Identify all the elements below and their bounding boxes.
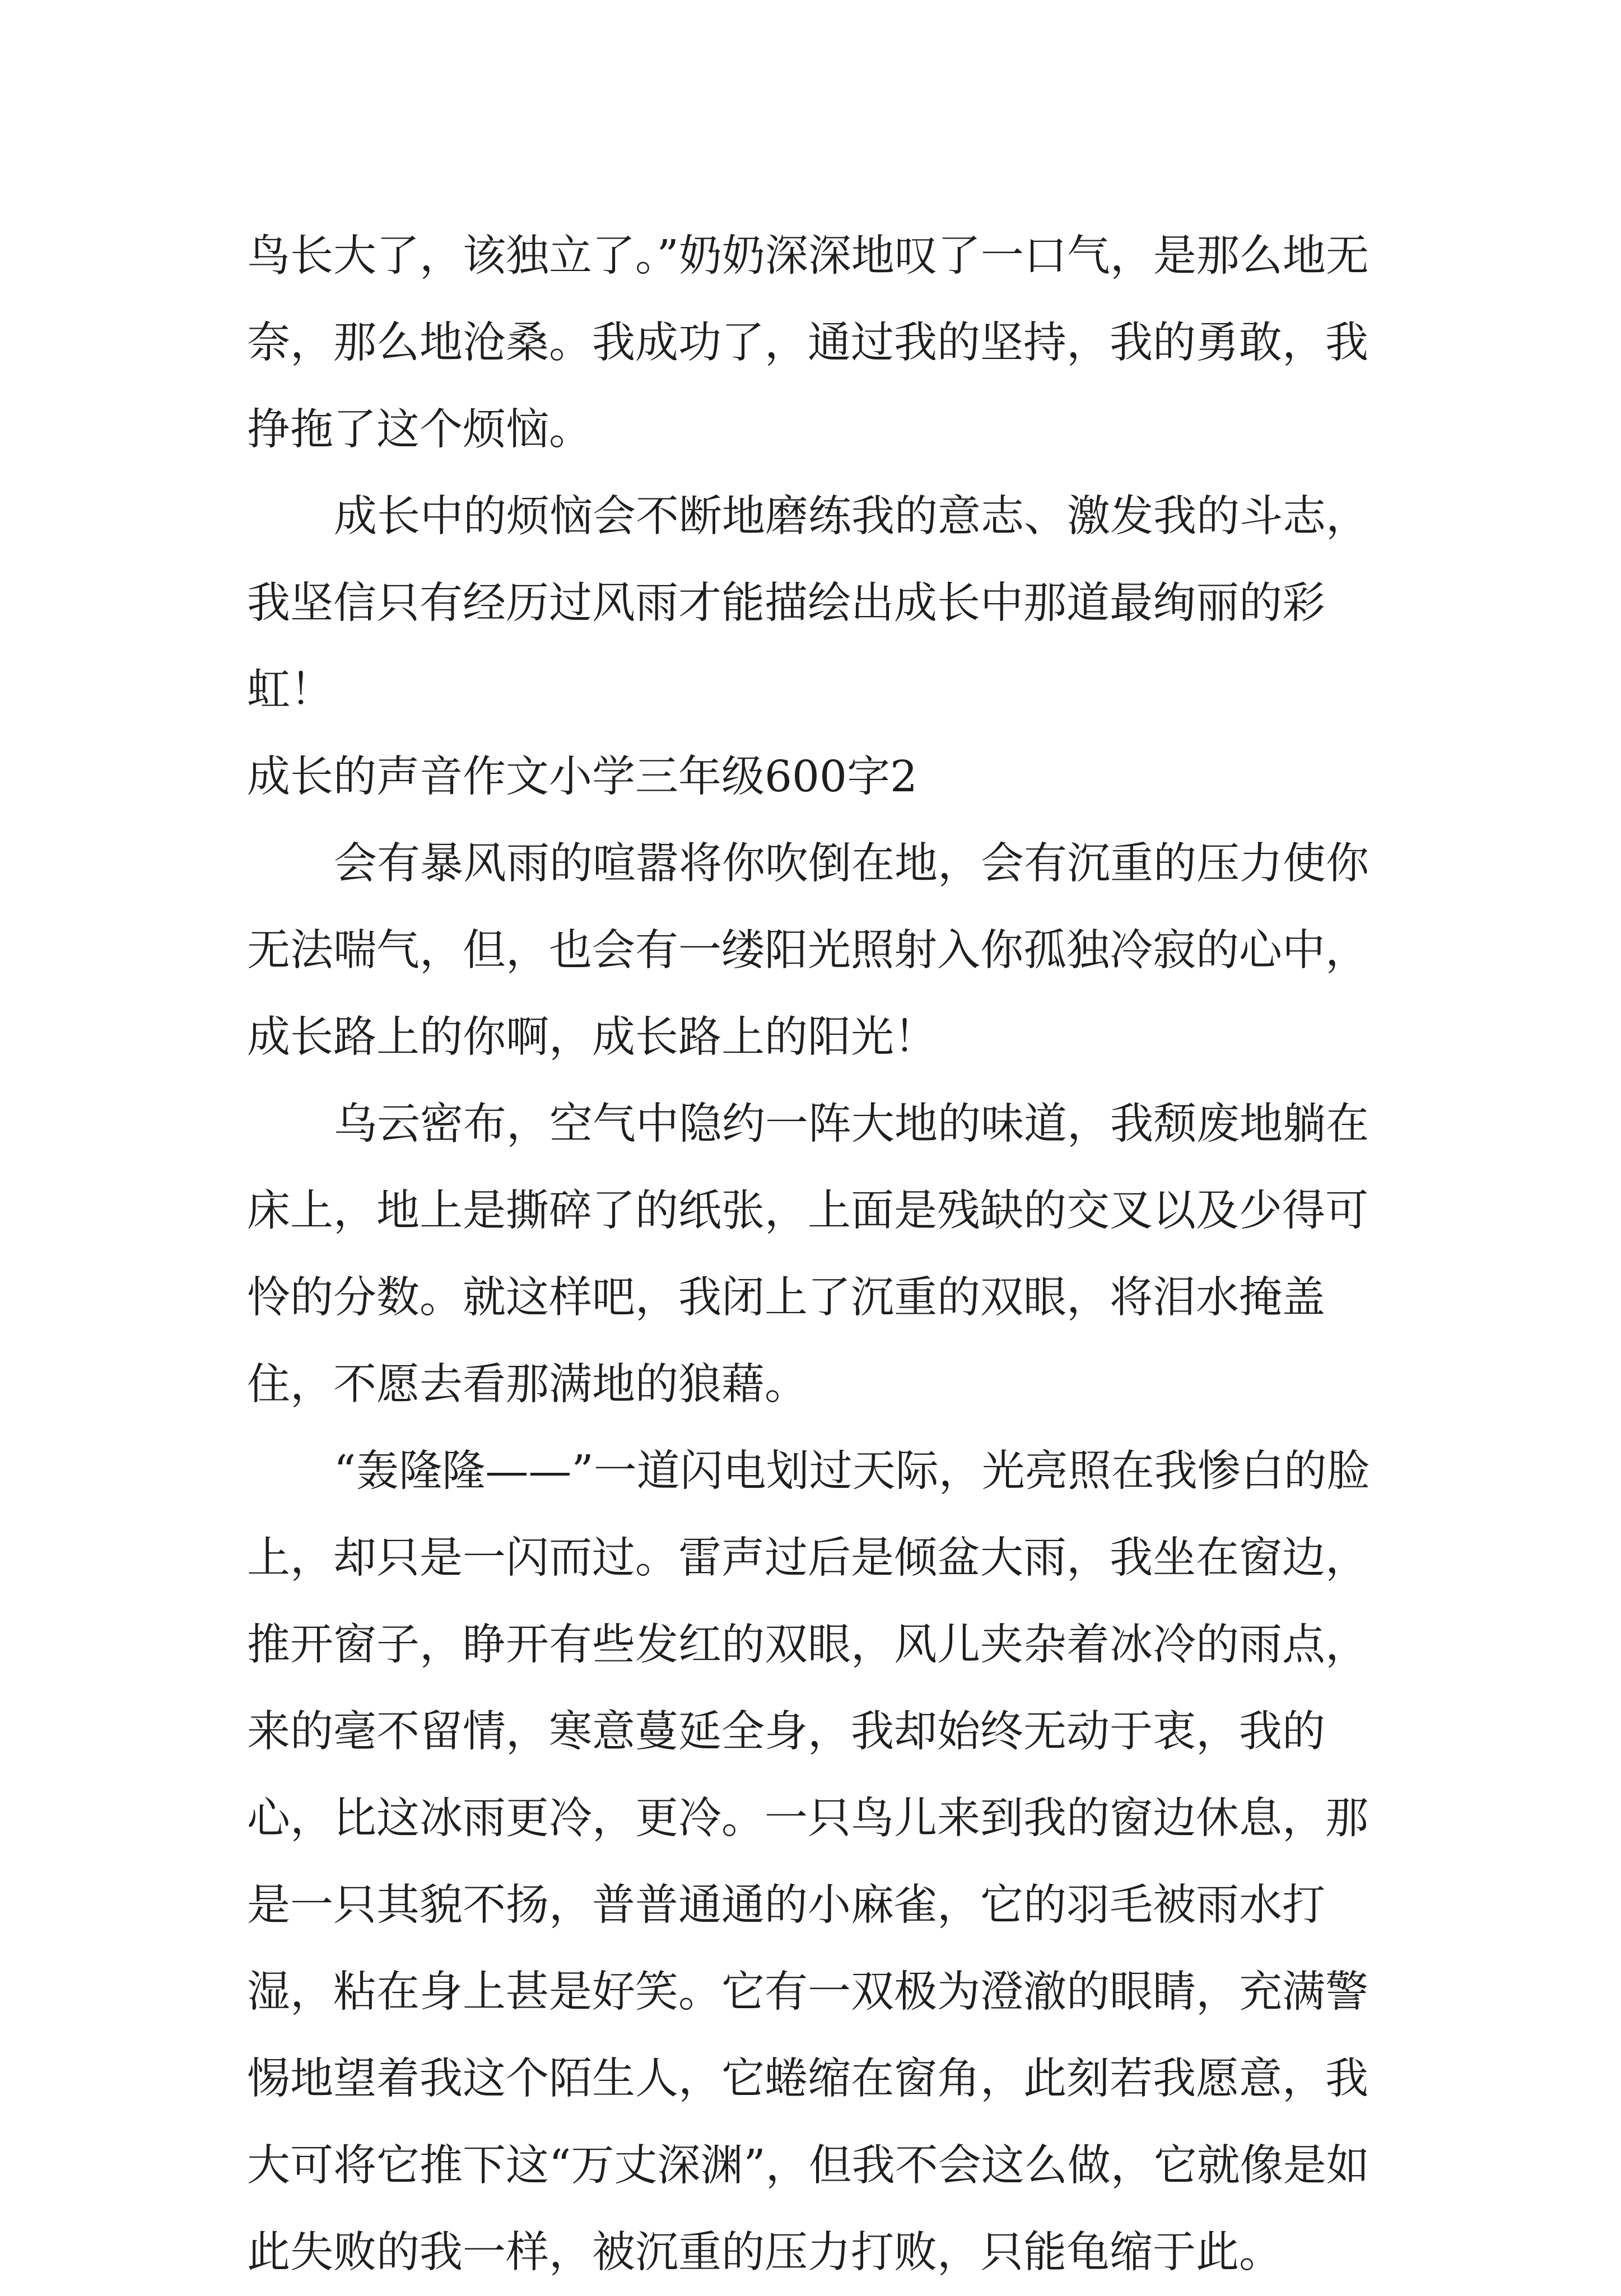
essay-title: 成长的声音作文小学三年级600字2 [247,752,917,802]
document-body [247,213,1378,2296]
paragraph-continuation: 鸟长大了，该独立了。”奶奶深深地叹了一口气，是那么地无奈，那么地沧桑。我成功了，通过我的坚持，我的勇敢，我挣拖了这个烦恼。 [247,231,1369,455]
paragraph-intro: 会有暴风雨的喧嚣将你吹倒在地，会有沉重的压力使你无法喘气，但，也会有一缕阳光照射入你孤独冷寂的心中，成长路上的你啊，成长路上的阳光！ [247,839,1369,1062]
paragraph-thunder: “轰隆隆——”一道闪电划过天际，光亮照在我惨白的脸上，却只是一闪而过。雷声过后是倾盆大雨，我坐在窗边，推开窗子，睁开有些发红的双眼，风儿夹杂着冰冷的雨点，来的毫不留情，寒意蔓延全身，我却始终无动于衷，我的心，比这冰雨更冷，更冷。一只鸟儿来到我的窗边休息，那是一只其貌不扬，普普通通的小麻雀，它的羽毛被雨水打湿，粘在身上甚是好笑。它有一双极为澄澈的眼睛，充满警惕地望着我这个陌生人，它蜷缩在窗角，此刻若我愿意，我大可将它推下这“万丈深渊”，但我不会这么做，它就像是如此失败的我一样，被沉重的压力打败，只能龟缩于此。 [247,1446,1370,2278]
paragraph-clouds: 乌云密布，空气中隐约一阵大地的味道，我颓废地躺在床上，地上是撕碎了的纸张，上面是残缺的交叉以及少得可怜的分数。就这样吧，我闭上了沉重的双眼，将泪水掩盖住，不愿去看那满地的狼藉。 [247,1099,1369,1410]
paragraph-conclusion: 成长中的烦恼会不断地磨练我的意志、激发我的斗志，我坚信只有经历过风雨才能描绘出成长中那道最绚丽的彩虹！ [247,492,1369,715]
